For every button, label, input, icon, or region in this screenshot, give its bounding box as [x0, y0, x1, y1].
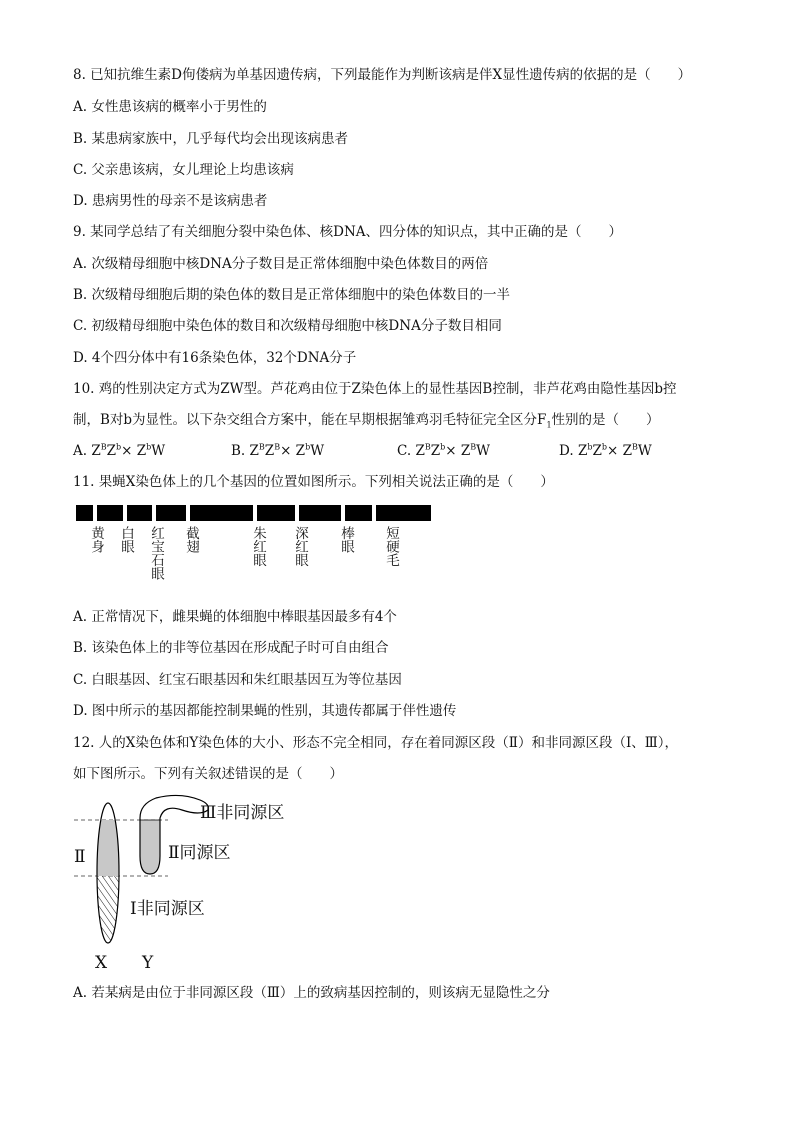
gene-label-ruby-eye: 红宝石眼 [148, 526, 164, 580]
chromosome-segment [127, 505, 152, 521]
chromosome-segment [299, 505, 341, 521]
gene-label-yellow-body: 黄身 [88, 526, 104, 553]
q10-option-a: A. $Z^BZ^b\times Z^bW$ [73, 442, 166, 459]
q11-option-b: B. 该染色体上的非等位基因在形成配子时可自由组合 [73, 640, 389, 656]
x-chromosome [96, 803, 120, 946]
gene-label-cut-wing: 截翅 [183, 526, 199, 553]
q12-option-a: A. 若某病是由位于非同源区段（Ⅲ）上的致病基因控制的，则该病无显隐性之分 [73, 985, 550, 1001]
chromosome-segment [190, 505, 253, 521]
chromosome-segment [345, 505, 372, 521]
q12-stem-line1: 12. 人的X染色体和Y染色体的大小、形态不完全相同，存在着同源区段（Ⅱ）和非同源区段（Ⅰ、Ⅲ）， [73, 735, 679, 751]
label-homologous-ii: Ⅱ同源区 [168, 843, 231, 863]
label-ii-left: Ⅱ [74, 847, 86, 867]
chromosome-segment [257, 505, 295, 521]
q11-stem: 11. 果蝇X染色体上的几个基因的位置如图所示。下列相关说法正确的是（ ） [73, 474, 554, 490]
q8-option-b: B. 某患病家族中，几乎每代均会出现该病患者 [73, 131, 349, 147]
q9-stem: 9. 某同学总结了有关细胞分裂中染色体、核DNA、四分体的知识点，其中正确的是（ ） [73, 224, 623, 240]
q10-option-d: D. $Z^bZ^b\times Z^BW$ [559, 442, 652, 459]
q8-option-a: A. 女性患该病的概率小于男性的 [73, 99, 267, 115]
q8-option-d: D. 患病男性的母亲不是该病患者 [73, 193, 268, 209]
chromosome-segment [376, 505, 431, 521]
q12-stem-line2: 如下图所示。下列有关叙述错误的是（ ） [73, 766, 343, 782]
q10-option-b: B. $Z^BZ^B\times Z^bW$ [231, 442, 325, 459]
q9-option-b: B. 次级精母细胞后期的染色体的数目是正常体细胞中的染色体数目的一半 [73, 287, 511, 303]
q10-stem-line2: 制，B对b为显性。以下杂交组合方案中，能在早期根据雏鸡羽毛特征完全区分$F_1$性别的是（ ） [73, 412, 660, 430]
q9-option-a: A. 次级精母细胞中核DNA分子数目是正常体细胞中染色体数目的两倍 [73, 256, 489, 272]
gene-label-short-bristle: 短硬毛 [383, 526, 399, 567]
q8-stem: 8. 已知抗维生素D佝偻病为单基因遗传病，下列最能作为判断该病是伴X显性遗传病的依据的是（ ） [73, 67, 692, 83]
xy-chromosome-diagram [60, 790, 320, 975]
gene-label-vermilion-eye: 朱红眼 [250, 526, 266, 567]
q11-option-c: C. 白眼基因、红宝石眼基因和朱红眼基因互为等位基因 [73, 672, 402, 688]
q9-option-c: C. 初级精母细胞中染色体的数目和次级精母细胞中核DNA分子数目相同 [73, 318, 502, 334]
q11-option-a: A. 正常情况下，雌果蝇的体细胞中棒眼基因最多有4个 [73, 609, 397, 625]
chromosome-segment [97, 505, 123, 521]
label-nonhomologous-iii: Ⅲ非同源区 [200, 803, 285, 823]
label-y: Y [142, 953, 154, 973]
q8-option-c: C. 父亲患该病，女儿理论上均患该病 [73, 162, 294, 178]
gene-label-bar-eye: 棒眼 [338, 526, 354, 553]
q10-stem-line1: 10. 鸡的性别决定方式为ZW型。芦花鸡由位于Z染色体上的显性基因B控制，非芦花鸡由隐性基因b控 [73, 381, 677, 397]
q9-option-d: D. 4个四分体中有16条染色体，32个DNA分子 [73, 350, 357, 366]
chromosome-segment [76, 505, 93, 521]
chromosome-segment [156, 505, 186, 521]
label-x: X [95, 953, 108, 973]
q11-option-d: D. 图中所示的基因都能控制果蝇的性别，其遗传都属于伴性遗传 [73, 703, 457, 719]
q10-option-c: C. $Z^BZ^b\times Z^BW$ [397, 442, 490, 459]
gene-label-carmine-eye: 深红眼 [292, 526, 308, 567]
label-nonhomologous-i: Ⅰ非同源区 [130, 899, 205, 919]
gene-label-white-eye: 白眼 [118, 526, 134, 553]
